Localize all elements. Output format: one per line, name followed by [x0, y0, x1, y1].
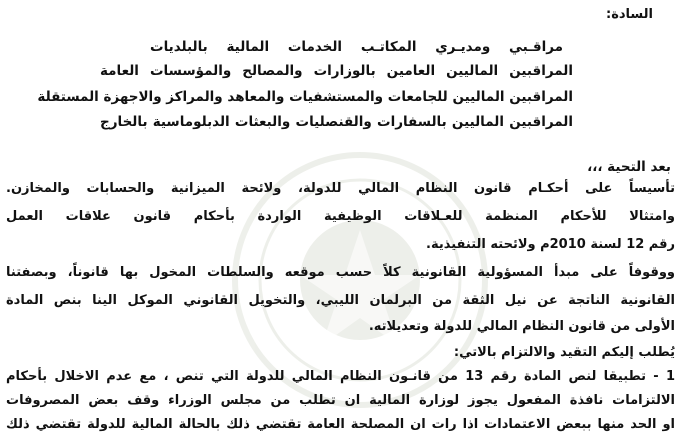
body-line-3: رقم 12 لسنة 2010م ولائحته التنفيذية. [426, 237, 675, 252]
body-line-6: الأولى من قانون النظام المالي للدولة وتعديلاته. [368, 319, 675, 334]
body-line-10: او الحد منها ببعض الاعتمادات اذا رات ان المصلحة العامة تقتضي ذلك بالحالة المالية للدولة تقتضي ذلك [6, 417, 675, 432]
body-line-7: يُطلب إليكم التقيد والالتزام بالاتي: [453, 345, 675, 360]
addressee-line-3: المراقبين الماليين للجامعات والمستشفيات والمعاهد والمراكز والاجهزة المستقلة [37, 89, 573, 105]
greeting: بعد التحية ،،، [587, 159, 671, 175]
body-line-5: القانونية الناتجة عن نيل الثقة من البرلمان الليبي، والتخويل القانوني الموكل الينا بنص المادة [6, 293, 675, 308]
addressee-line-4: المراقبين الماليين بالسفارات والقنصليات والبعثات الدبلوماسية بالخارج [100, 114, 573, 130]
addressee-line-1: مراقـبي ومديـري المكاتـب الخدمات المالية بالبلديات [150, 39, 563, 55]
addressee-line-2: المراقبين الماليين العامين بالوزارات والمصالح والمؤسسات العامة [100, 63, 573, 79]
salutation: السادة: [606, 7, 653, 22]
body-line-8: 1 - تطبيقا لنص المادة رقم 13 من قانـون النظام المالي للدولة التي تنص ، مع عدم الاخلال بأحكام [6, 369, 676, 384]
body-line-4: ووقوفاً على مبدأ المسؤولية القانونية كلاً حسب موقعه والسلطات المخول بها قانوناً، وبصفتنا [6, 265, 675, 280]
body-line-1: تأسيساً على أحكـام قانون النظام المالي للدولة، ولائحة الميزانية والحسابات والمخازن. [6, 181, 675, 196]
body-line-2: وامتثالا للأحكام المنظمة للعـلاقات الوظيفية الواردة بأحكام قانون علاقات العمل [6, 209, 675, 224]
body-line-9: الالتزامات نافذة المفعول يجوز لوزارة المالية ان تطلب من مجلس الوزراء وقف بعض المصروفات [6, 393, 675, 408]
